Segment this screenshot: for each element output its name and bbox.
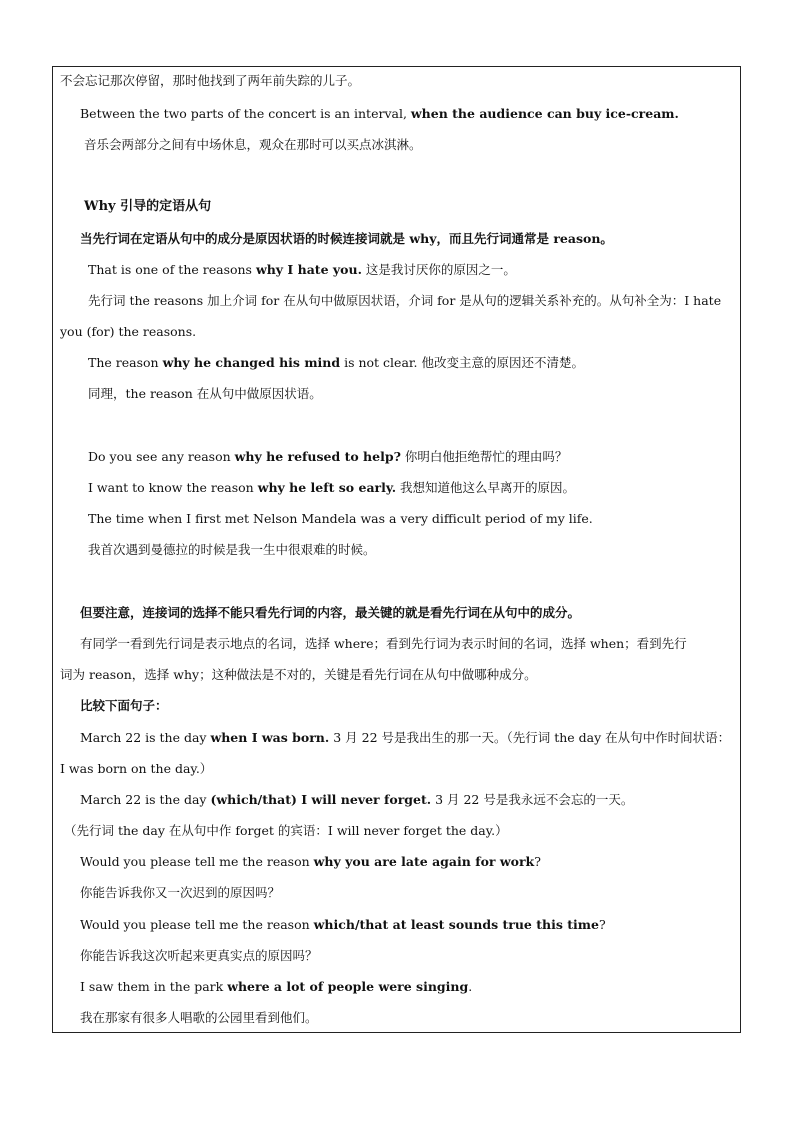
example-sentence: March 22 is the day (which/that) I will never forget. 3 月 22 号是我永远不会忘的一天。 xyxy=(80,792,634,807)
rule-line: 但要注意，连接词的选择不能只看先行词的内容，最关键的就是看先行词在从句中的成分。 xyxy=(80,605,581,620)
explanation-line: 有同学一看到先行词是表示地点的名词，选择 where；看到先行词为表示时间的名词，选择 when；看到先行 xyxy=(80,636,687,651)
explanation-line: 先行词 the reasons 加上介词 for 在从句中做原因状语，介词 for 是从句的逻辑关系补充的。从句补全为：I hate xyxy=(88,293,722,308)
example-sentence: The reason why he changed his mind is not clear. 他改变主意的原因还不清楚。 xyxy=(88,355,584,370)
text-line: 不会忘记那次停留，那时他找到了两年前失踪的儿子。 xyxy=(60,73,361,88)
section-heading: Why 引导的定语从句 xyxy=(84,199,212,214)
explanation-line: 词为 reason，选择 why；这种做法是不对的，关键是看先行词在从句中做哪种成分。 xyxy=(60,667,537,682)
example-sentence: That is one of the reasons why I hate you. 这是我讨厌你的原因之一。 xyxy=(88,262,516,277)
explanation-line: you (for) the reasons. xyxy=(60,324,197,339)
translation-line: 你能告诉我这次听起来更真实点的原因吗？ xyxy=(80,948,318,963)
translation-line: 你能告诉我你又一次迟到的原因吗？ xyxy=(80,885,281,900)
rule-line: 当先行词在定语从句中的成分是原因状语的时候连接词就是 why，而且先行词通常是 reason。 xyxy=(80,231,613,246)
example-sentence: March 22 is the day when I was born. 3 月 22 号是我出生的那一天。（先行词 the day 在从句中作时间状语： xyxy=(80,730,731,745)
example-sentence: Between the two parts of the concert is an interval, when the audience can buy ice-cream. xyxy=(80,106,679,121)
example-sentence: Do you see any reason why he refused to help? 你明白他拒绝帮忙的理由吗？ xyxy=(88,449,568,464)
explanation-line: 同理，the reason 在从句中做原因状语。 xyxy=(88,386,322,401)
example-sentence: I want to know the reason why he left so early. 我想知道他这么早离开的原因。 xyxy=(88,480,576,495)
translation-line: 我首次遇到曼德拉的时候是我一生中很艰难的时候。 xyxy=(88,542,376,557)
subheading: 比较下面句子： xyxy=(80,698,168,713)
example-sentence: Would you please tell me the reason why you are late again for work? xyxy=(80,854,541,869)
example-sentence: The time when I first met Nelson Mandela was a very difficult period of my life. xyxy=(88,511,593,526)
example-sentence: I saw them in the park where a lot of people were singing. xyxy=(80,979,473,994)
explanation-line: I was born on the day.） xyxy=(60,761,213,776)
translation-line: 音乐会两部分之间有中场休息，观众在那时可以买点冰淇淋。 xyxy=(84,137,422,152)
example-sentence: Would you please tell me the reason which/that at least sounds true this time? xyxy=(80,917,606,932)
translation-line: 我在那家有很多人唱歌的公园里看到他们。 xyxy=(80,1010,318,1025)
explanation-line: （先行词 the day 在从句中作 forget 的宾语：I will never forget the day.） xyxy=(64,823,508,838)
